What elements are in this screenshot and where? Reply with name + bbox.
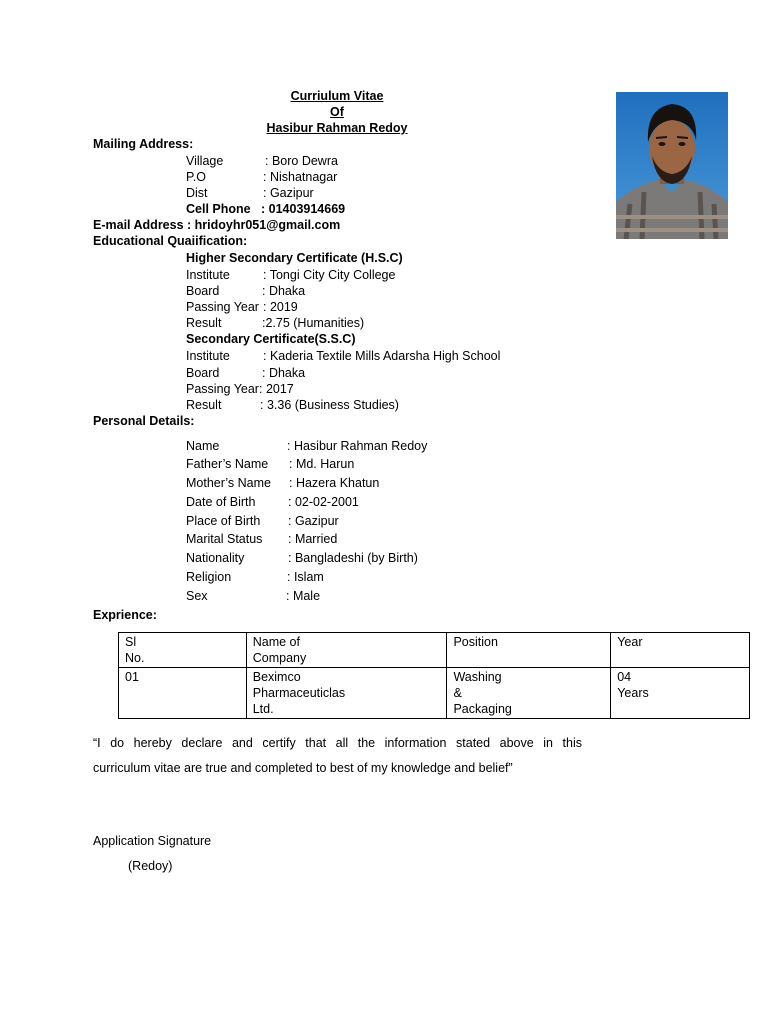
cv-title-of: Of — [330, 105, 344, 119]
hsc-label: Passing Year — [186, 300, 259, 314]
mailing-value: : Gazipur — [263, 186, 314, 200]
cell-line: Pharmaceuticlas — [252, 686, 346, 700]
personal-label: Sex — [186, 589, 208, 603]
signature-label: Application Signature — [93, 834, 212, 848]
ssc-label: Passing Year — [186, 382, 259, 396]
personal-label: Place of Birth — [186, 514, 261, 528]
mailing-label: P.O — [186, 170, 206, 184]
personal-value: : Male — [286, 589, 321, 603]
profile-photo — [616, 92, 728, 239]
cell-line: Years — [617, 686, 649, 700]
header-cell — [119, 633, 247, 668]
hsc-label: Institute — [186, 268, 230, 282]
cell-line: Company — [252, 651, 307, 665]
personal-label: Religion — [186, 570, 232, 584]
personal-label: Mother’s Name — [186, 476, 271, 490]
signature-name: (Redoy) — [128, 859, 173, 873]
mailing-value: : Boro Dewra — [265, 154, 338, 168]
cell-line: Name of — [252, 635, 300, 649]
personal-heading: Personal Details: — [93, 414, 195, 428]
ssc-label: Institute — [186, 349, 230, 363]
cell-line: & — [453, 686, 462, 700]
hsc-label: Board — [186, 284, 220, 298]
cv-owner-name: Hasibur Rahman Redoy — [266, 121, 408, 135]
personal-value: : Islam — [287, 570, 324, 584]
ssc-label: Board — [186, 366, 220, 380]
ssc-value: : 2017 — [259, 382, 294, 396]
header-cell — [447, 633, 611, 668]
person-photo-icon — [616, 92, 728, 239]
hsc-value: : Dhaka — [262, 284, 306, 298]
ssc-value: : Dhaka — [262, 366, 306, 380]
mailing-label: Cell Phone — [186, 202, 251, 216]
cell-line: 01 — [125, 670, 139, 684]
mailing-value: : Nishatnagar — [263, 170, 338, 184]
email-line: E-mail Address : hridoyhr051@gmail.com — [93, 218, 341, 232]
mailing-value: : 01403914669 — [261, 202, 346, 216]
personal-value: : Bangladeshi (by Birth) — [288, 551, 418, 565]
ssc-value: : 3.36 (Business Studies) — [260, 398, 399, 412]
cell-line: Washing — [453, 670, 502, 684]
cell-line: Beximco — [252, 670, 301, 684]
personal-label: Name — [186, 439, 220, 453]
personal-label: Marital Status — [186, 532, 263, 546]
header-cell — [611, 633, 750, 668]
personal-label: Date of Birth — [186, 495, 256, 509]
cell-line: Packaging — [453, 702, 512, 716]
declaration-line: “I do hereby declare and certify that all the information stated above in this — [93, 736, 582, 750]
experience-table — [118, 632, 750, 719]
cell-line: 04 — [617, 670, 632, 684]
hsc-heading: Higher Secondary Certificate (H.S.C) — [186, 251, 403, 265]
hsc-value: : 2019 — [263, 300, 298, 314]
cell-line: Ltd. — [252, 702, 274, 716]
mailing-label: Dist — [186, 186, 208, 200]
personal-value: : Md. Harun — [289, 457, 355, 471]
table-cell — [119, 668, 247, 719]
declaration-line: curriculum vitae are true and completed to best of my knowledge and belief” — [93, 761, 513, 775]
cv-title: Curriulum Vitae — [290, 89, 384, 103]
ssc-label: Result — [186, 398, 222, 412]
table-cell — [611, 668, 750, 719]
table-row — [119, 668, 750, 719]
table-cell — [447, 668, 611, 719]
personal-value: : Gazipur — [288, 514, 339, 528]
table-cell — [246, 668, 447, 719]
cell-line: Sl — [125, 635, 137, 649]
education-heading: Educational Quaiification: — [93, 234, 248, 248]
personal-value: : Married — [288, 532, 338, 546]
cell-line: Position — [453, 635, 498, 649]
hsc-value: :2.75 (Humanities) — [262, 316, 365, 330]
ssc-heading: Secondary Certificate(S.S.C) — [186, 332, 356, 346]
personal-value: : Hazera Khatun — [289, 476, 380, 490]
personal-label: Father’s Name — [186, 457, 269, 471]
cell-line: No. — [125, 651, 145, 665]
mailing-heading: Mailing Address: — [93, 137, 194, 151]
ssc-value: : Kaderia Textile Mills Adarsha High School — [263, 349, 501, 363]
hsc-value: : Tongi City City College — [263, 268, 396, 282]
personal-label: Nationality — [186, 551, 245, 565]
hsc-label: Result — [186, 316, 222, 330]
header-cell — [246, 633, 447, 668]
personal-value: : Hasibur Rahman Redoy — [287, 439, 428, 453]
cell-line: Year — [617, 635, 643, 649]
experience-heading: Exprience: — [93, 608, 157, 622]
mailing-label: Village — [186, 154, 224, 168]
personal-value: : 02-02-2001 — [288, 495, 359, 509]
table-header-row — [119, 633, 750, 668]
